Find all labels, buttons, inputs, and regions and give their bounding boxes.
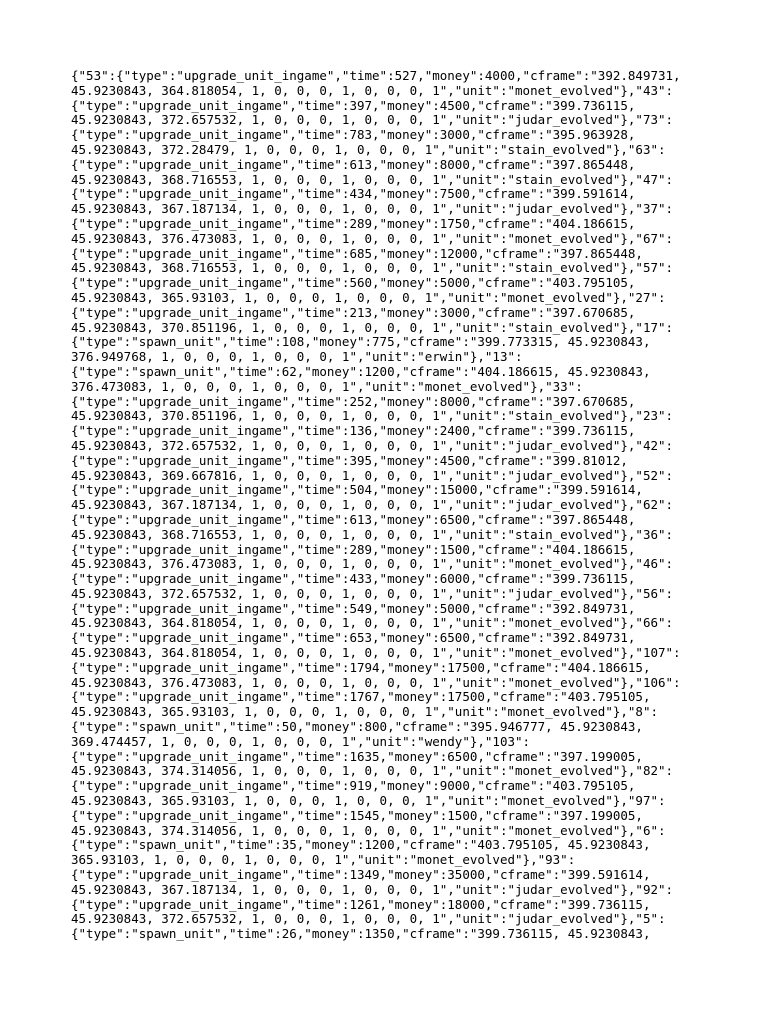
text-line: 369.474457, 1, 0, 0, 0, 1, 0, 0, 0, 1","unit":"wendy"},"103": <box>71 734 531 749</box>
text-line: {"type":"upgrade_unit_ingame","time":685,"money":12000,"cframe":"397.865448, <box>71 246 643 261</box>
text-line: {"type":"upgrade_unit_ingame","time":397,"money":4500,"cframe":"399.736115, <box>71 98 636 113</box>
text-line: {"type":"spawn_unit","time":62,"money":1200,"cframe":"404.186615, 45.9230843, <box>71 364 651 379</box>
text-line: 45.9230843, 376.473083, 1, 0, 0, 0, 1, 0, 0, 0, 1","unit":"monet_evolved"},"106": <box>71 675 681 690</box>
text-line: {"type":"upgrade_unit_ingame","time":783,"money":3000,"cframe":"395.963928, <box>71 128 636 143</box>
text-line: {"type":"upgrade_unit_ingame","time":653,"money":6500,"cframe":"392.849731, <box>71 631 636 646</box>
text-line: {"type":"upgrade_unit_ingame","time":1767,"money":17500,"cframe":"403.795105, <box>71 690 651 705</box>
text-line: 45.9230843, 372.28479, 1, 0, 0, 0, 1, 0, 0, 0, 1","unit":"stain_evolved"},"63": <box>71 142 666 157</box>
text-line: 45.9230843, 364.818054, 1, 0, 0, 0, 1, 0, 0, 0, 1","unit":"monet_evolved"},"107": <box>71 646 681 661</box>
text-line: 45.9230843, 369.667816, 1, 0, 0, 0, 1, 0, 0, 0, 1","unit":"judar_evolved"},"52": <box>71 468 674 483</box>
raw-json-text <box>71 69 711 942</box>
text-line: 45.9230843, 364.818054, 1, 0, 0, 0, 1, 0, 0, 0, 1","unit":"monet_evolved"},"66": <box>71 616 674 631</box>
text-line: {"type":"upgrade_unit_ingame","time":613,"money":8000,"cframe":"397.865448, <box>71 157 636 172</box>
text-line: {"type":"upgrade_unit_ingame","time":549,"money":5000,"cframe":"392.849731, <box>71 601 636 616</box>
text-line: {"type":"spawn_unit","time":50,"money":800,"cframe":"395.946777, 45.9230843, <box>71 720 643 735</box>
text-line: {"type":"upgrade_unit_ingame","time":919,"money":9000,"cframe":"403.795105, <box>71 779 636 794</box>
text-line: {"type":"upgrade_unit_ingame","time":1794,"money":17500,"cframe":"404.186615, <box>71 660 651 675</box>
text-line: {"type":"upgrade_unit_ingame","time":1545,"money":1500,"cframe":"397.199005, <box>71 808 643 823</box>
text-line: {"type":"upgrade_unit_ingame","time":434,"money":7500,"cframe":"399.591614, <box>71 187 636 202</box>
text-line: {"type":"upgrade_unit_ingame","time":1635,"money":6500,"cframe":"397.199005, <box>71 749 643 764</box>
text-line: {"type":"upgrade_unit_ingame","time":1349,"money":35000,"cframe":"399.591614, <box>71 868 651 883</box>
text-line: 365.93103, 1, 0, 0, 0, 1, 0, 0, 0, 1","unit":"monet_evolved"},"93": <box>71 853 576 868</box>
text-line: 45.9230843, 376.473083, 1, 0, 0, 0, 1, 0, 0, 0, 1","unit":"monet_evolved"},"46": <box>71 557 674 572</box>
text-line: {"type":"spawn_unit","time":35,"money":1200,"cframe":"403.795105, 45.9230843, <box>71 838 651 853</box>
text-line: 376.473083, 1, 0, 0, 0, 1, 0, 0, 0, 1","unit":"monet_evolved"},"33": <box>71 379 583 394</box>
text-line: 45.9230843, 367.187134, 1, 0, 0, 0, 1, 0, 0, 0, 1","unit":"judar_evolved"},"92": <box>71 882 674 897</box>
text-line: {"type":"upgrade_unit_ingame","time":289,"money":1750,"cframe":"404.186615, <box>71 216 636 231</box>
text-line: {"type":"spawn_unit","time":26,"money":1350,"cframe":"399.736115, 45.9230843, <box>71 927 651 942</box>
text-line: 45.9230843, 365.93103, 1, 0, 0, 0, 1, 0, 0, 0, 1","unit":"monet_evolved"},"8": <box>71 705 658 720</box>
text-line: {"type":"upgrade_unit_ingame","time":395,"money":4500,"cframe":"399.81012, <box>71 453 628 468</box>
text-line: 45.9230843, 368.716553, 1, 0, 0, 0, 1, 0, 0, 0, 1","unit":"stain_evolved"},"47": <box>71 172 674 187</box>
text-line: 45.9230843, 374.314056, 1, 0, 0, 0, 1, 0, 0, 0, 1","unit":"monet_evolved"},"82": <box>71 764 674 779</box>
text-line: 45.9230843, 370.851196, 1, 0, 0, 0, 1, 0, 0, 0, 1","unit":"stain_evolved"},"17": <box>71 320 674 335</box>
text-line: {"type":"upgrade_unit_ingame","time":613,"money":6500,"cframe":"397.865448, <box>71 512 636 527</box>
text-line: 45.9230843, 372.657532, 1, 0, 0, 0, 1, 0, 0, 0, 1","unit":"judar_evolved"},"56": <box>71 586 674 601</box>
text-line: {"53":{"type":"upgrade_unit_ingame","time":527,"money":4000,"cframe":"392.849731, <box>71 69 681 83</box>
text-line: {"type":"upgrade_unit_ingame","time":136,"money":2400,"cframe":"399.736115, <box>71 424 636 439</box>
text-line: 45.9230843, 370.851196, 1, 0, 0, 0, 1, 0, 0, 0, 1","unit":"stain_evolved"},"23": <box>71 409 674 424</box>
text-line: 45.9230843, 376.473083, 1, 0, 0, 0, 1, 0, 0, 0, 1","unit":"monet_evolved"},"67": <box>71 231 674 246</box>
text-line: 45.9230843, 372.657532, 1, 0, 0, 0, 1, 0, 0, 0, 1","unit":"judar_evolved"},"5": <box>71 912 666 927</box>
text-line: {"type":"spawn_unit","time":108,"money":775,"cframe":"399.773315, 45.9230843, <box>71 335 651 350</box>
text-line: 45.9230843, 368.716553, 1, 0, 0, 0, 1, 0, 0, 0, 1","unit":"stain_evolved"},"36": <box>71 527 674 542</box>
text-line: 45.9230843, 372.657532, 1, 0, 0, 0, 1, 0, 0, 0, 1","unit":"judar_evolved"},"73": <box>71 113 674 128</box>
text-line: 45.9230843, 368.716553, 1, 0, 0, 0, 1, 0, 0, 0, 1","unit":"stain_evolved"},"57": <box>71 261 674 276</box>
text-line: {"type":"upgrade_unit_ingame","time":213,"money":3000,"cframe":"397.670685, <box>71 305 636 320</box>
text-line: {"type":"upgrade_unit_ingame","time":289,"money":1500,"cframe":"404.186615, <box>71 542 636 557</box>
text-line: {"type":"upgrade_unit_ingame","time":252,"money":8000,"cframe":"397.670685, <box>71 394 636 409</box>
text-line: {"type":"upgrade_unit_ingame","time":560,"money":5000,"cframe":"403.795105, <box>71 276 636 291</box>
text-line: 45.9230843, 367.187134, 1, 0, 0, 0, 1, 0, 0, 0, 1","unit":"judar_evolved"},"37": <box>71 202 674 217</box>
text-line: 45.9230843, 372.657532, 1, 0, 0, 0, 1, 0, 0, 0, 1","unit":"judar_evolved"},"42": <box>71 438 674 453</box>
text-line: {"type":"upgrade_unit_ingame","time":504,"money":15000,"cframe":"399.591614, <box>71 483 643 498</box>
text-line: 45.9230843, 364.818054, 1, 0, 0, 0, 1, 0, 0, 0, 1","unit":"monet_evolved"},"43": <box>71 83 674 98</box>
text-line: 45.9230843, 365.93103, 1, 0, 0, 0, 1, 0, 0, 0, 1","unit":"monet_evolved"},"97": <box>71 794 666 809</box>
text-line: 376.949768, 1, 0, 0, 0, 1, 0, 0, 0, 1","unit":"erwin"},"13": <box>71 350 523 365</box>
text-line: {"type":"upgrade_unit_ingame","time":1261,"money":18000,"cframe":"399.736115, <box>71 897 651 912</box>
text-line: 45.9230843, 365.93103, 1, 0, 0, 0, 1, 0, 0, 0, 1","unit":"monet_evolved"},"27": <box>71 290 666 305</box>
text-line: {"type":"upgrade_unit_ingame","time":433,"money":6000,"cframe":"399.736115, <box>71 572 636 587</box>
text-line: 45.9230843, 367.187134, 1, 0, 0, 0, 1, 0, 0, 0, 1","unit":"judar_evolved"},"62": <box>71 498 674 513</box>
text-line: 45.9230843, 374.314056, 1, 0, 0, 0, 1, 0, 0, 0, 1","unit":"monet_evolved"},"6": <box>71 823 666 838</box>
